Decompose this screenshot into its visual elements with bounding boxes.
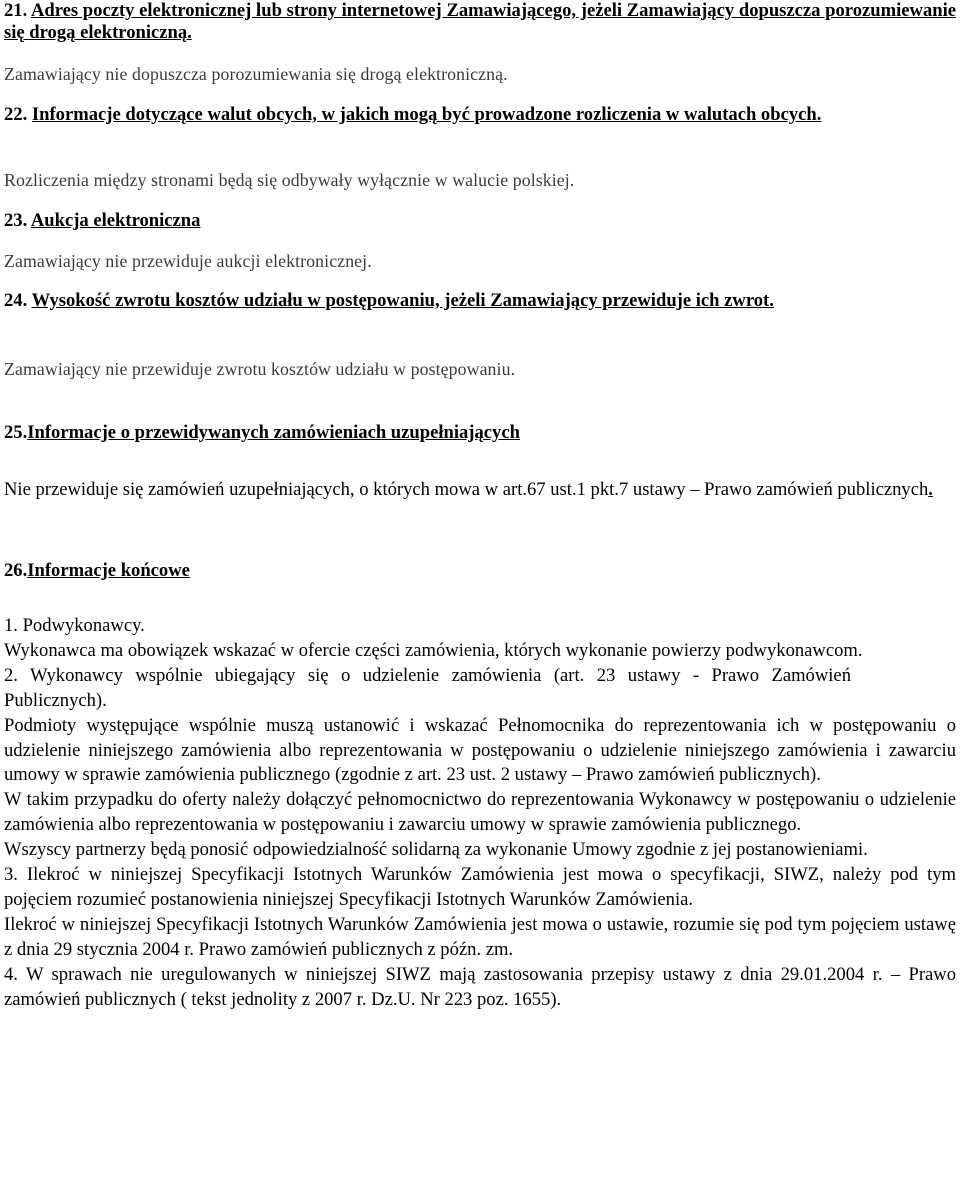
- section-25-body-end: .: [928, 479, 933, 500]
- section-25-title: Informacje o przewidywanych zamówieniach uzupełniających: [27, 422, 520, 443]
- section-24-title: Wysokość zwrotu kosztów udziału w postępowaniu, jeżeli Zamawiający przewiduje ich zwrot.: [31, 290, 774, 311]
- s26-paragraph-9: 4. W sprawach nie uregulowanych w niniejszej SIWZ mają zastosowania przepisy ustawy z dnia 29.01.2004 r. – Prawo zamówień publicznych ( tekst jednolity z 2007 r. Dz.U. Nr 223 poz. 1655).: [4, 963, 956, 1010]
- section-24-number: 24.: [4, 290, 28, 311]
- section-23-heading: [4, 210, 956, 232]
- section-22-title: Informacje dotyczące walut obcych, w jakich mogą być prowadzone rozliczenia w walutach obcych.: [31, 104, 822, 125]
- section-26-title: Informacje końcowe: [27, 560, 190, 581]
- s26-paragraph-1: 1. Podwykonawcy.: [4, 615, 145, 636]
- section-22-heading: [4, 104, 956, 126]
- section-23-title: Aukcja elektroniczna: [30, 210, 201, 231]
- section-22-body: Rozliczenia między stronami będą się odbywały wyłącznie w walucie polskiej.: [4, 170, 575, 190]
- section-24-body: Zamawiający nie przewiduje zwrotu kosztów udziału w postępowaniu.: [4, 359, 516, 379]
- section-22-number: 22.: [4, 104, 28, 125]
- section-23-number: 23.: [4, 210, 28, 231]
- s26-paragraph-5: W takim przypadku do oferty należy dołączyć pełnomocnictwo do reprezentowania Wykonawcy w postępowaniu o udzielenie zamówienia albo reprezentowania w postępowaniu i zawarciu umowy w sprawie zamówienia publicznego.: [4, 789, 956, 836]
- s26-paragraph-2: Wykonawca ma obowiązek wskazać w ofercie części zamówienia, których wykonanie powierzy podwykonawcom.: [4, 639, 863, 661]
- section-25-body: [4, 478, 956, 502]
- section-25-heading: [4, 422, 956, 444]
- section-21-body: Zamawiający nie dopuszcza porozumiewania się drogą elektroniczną.: [4, 64, 508, 84]
- section-26-number: 26.: [4, 560, 28, 581]
- section-25-body-text: Nie przewiduje się zamówień uzupełniających, o których mowa w art.67 ust.1 pkt.7 ustawy – Prawo zamówień publicznych: [4, 479, 929, 500]
- s26-paragraph-7: 3. Ilekroć w niniejszej Specyfikacji Istotnych Warunków Zamówienia jest mowa o specyfikacji, SIWZ, należy pod tym pojęciem rozumieć postanowienia niniejszej Specyfikacji Istotnych Warunków Zamówienia.: [4, 864, 956, 910]
- section-26-heading: [4, 560, 956, 582]
- section-23-body: Zamawiający nie przewiduje aukcji elektronicznej.: [4, 251, 372, 271]
- s26-paragraph-3: 2. Wykonawcy wspólnie ubiegający się o udzielenie zamówienia (art. 23 ustawy - Prawo Zamówień Publicznych).: [4, 664, 851, 711]
- section-21-title: Adres poczty elektronicznej lub strony internetowej Zamawiającego, jeżeli Zamawiający dopuszcza porozumiewanie się drogą elektroniczną.: [4, 0, 956, 43]
- section-21-number: 21.: [4, 0, 28, 21]
- section-24-heading: [4, 290, 956, 312]
- s26-paragraph-6: Wszyscy partnerzy będą ponosić odpowiedzialność solidarną za wykonanie Umowy zgodnie z jej postanowieniami.: [4, 839, 868, 861]
- s26-paragraph-4: Podmioty występujące wspólnie muszą ustanowić i wskazać Pełnomocnika do reprezentowania ich w postępowaniu o udzielenie niniejszego zamówienia albo reprezentowania w postępowaniu o udzielenie niniejszego zamówienia i zawarciu umowy w sprawie zamówienia publicznego (zgodnie z art. 23 ust. 2 ustawy – Prawo zamówień publicznych).: [4, 714, 956, 786]
- section-21-heading: [4, 0, 956, 44]
- s26-paragraph-8: Ilekroć w niniejszej Specyfikacji Istotnych Warunków Zamówienia jest mowa o ustawie, rozumie się pod tym pojęciem ustawę z dnia 29 stycznia 2004 r. Prawo zamówień publicznych z późn. zm.: [4, 913, 956, 960]
- section-26-body: [4, 614, 956, 1013]
- section-25-number: 25.: [4, 422, 28, 443]
